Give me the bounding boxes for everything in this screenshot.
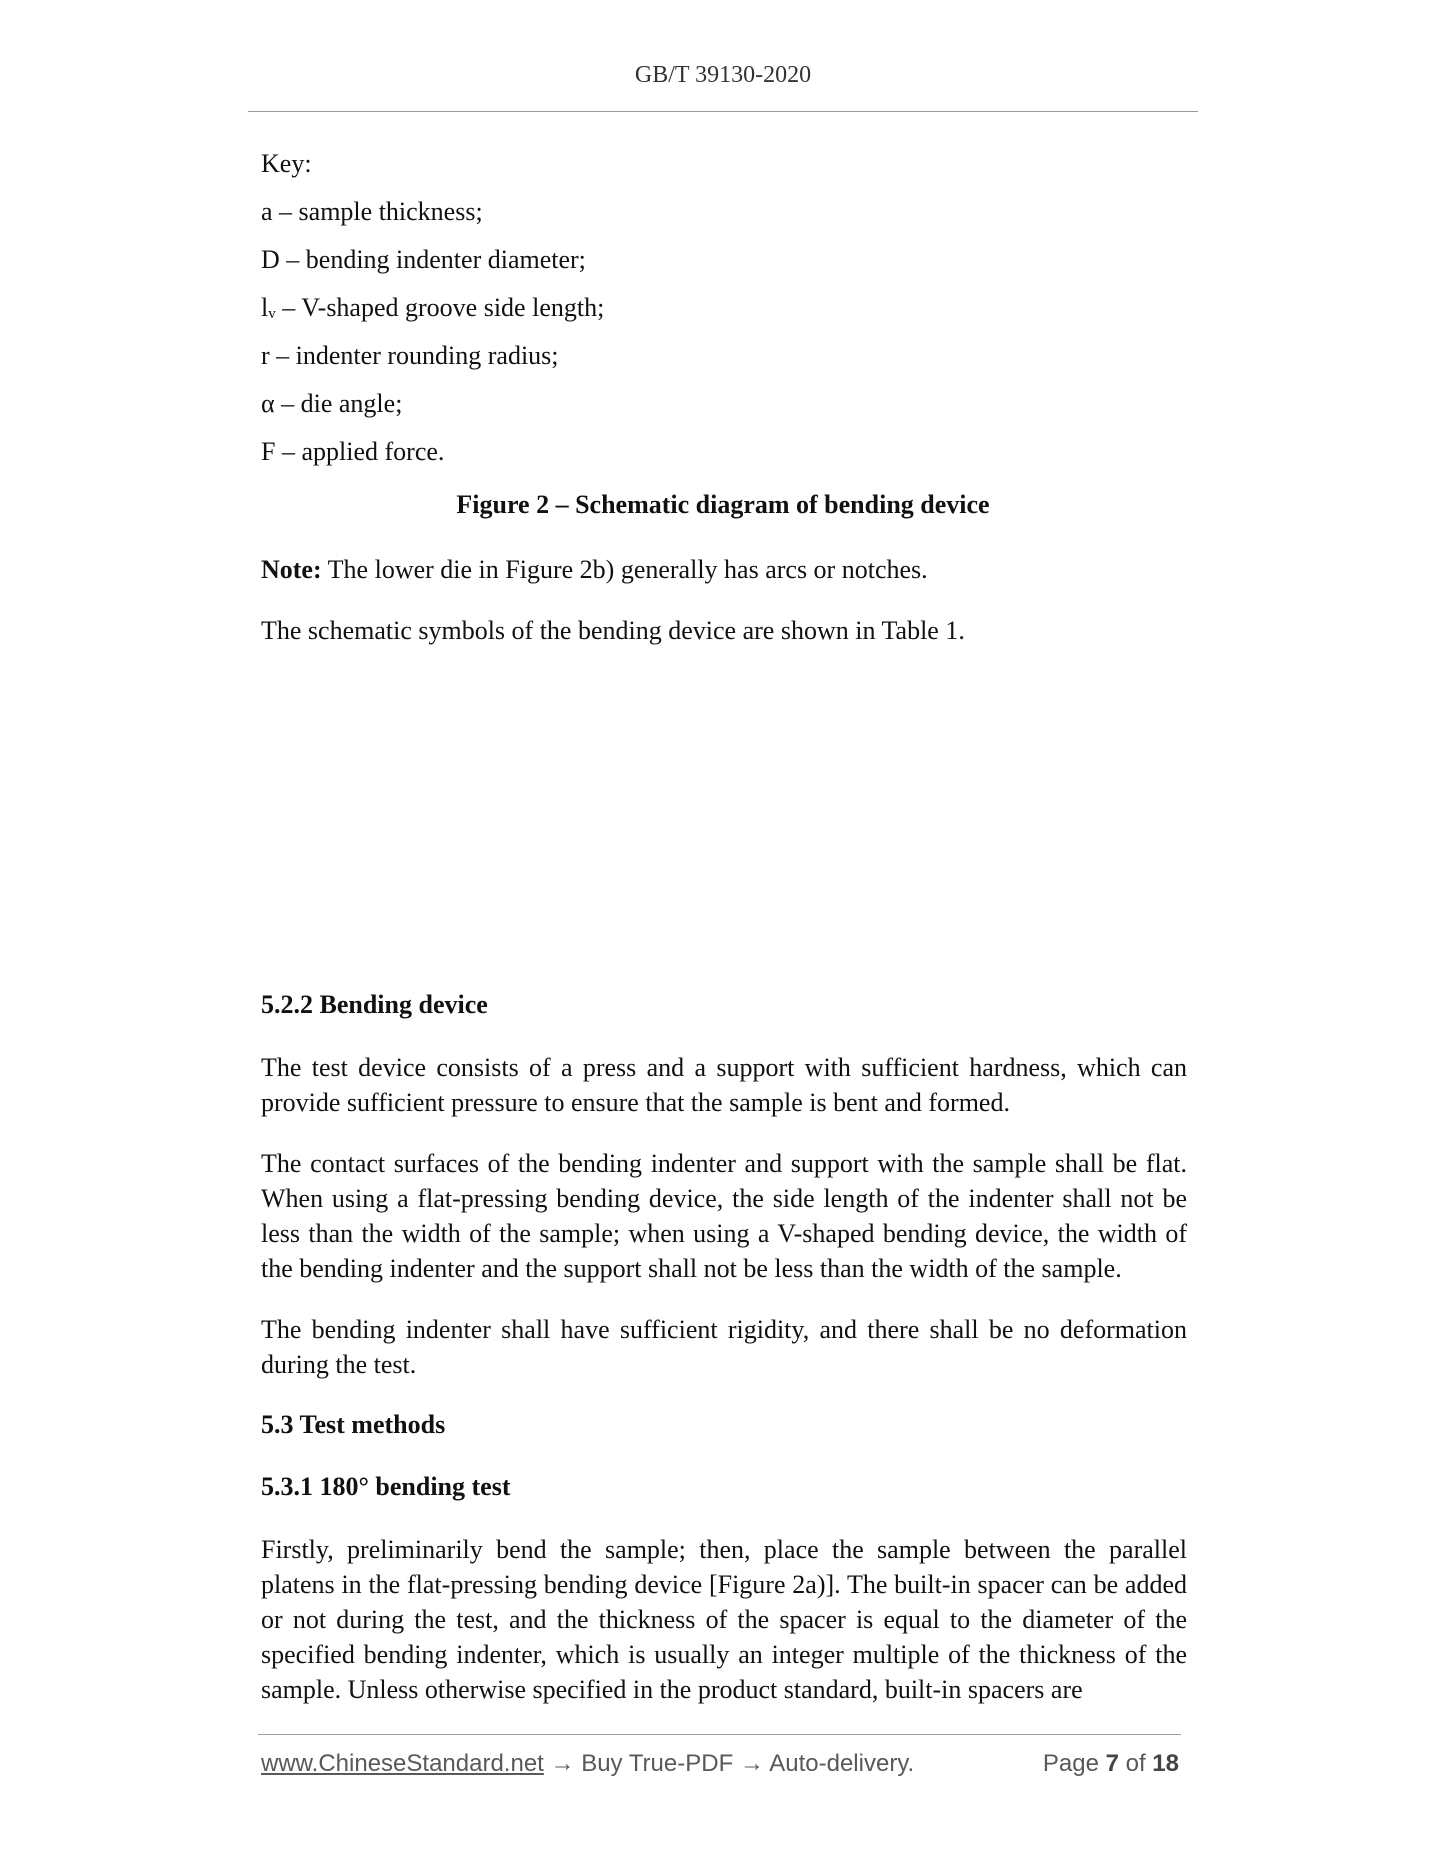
key-item — [261, 188, 604, 236]
document-header: GB/T 39130-2020 — [634, 62, 812, 88]
auto-delivery-text: Auto-delivery. — [769, 1750, 915, 1777]
key-description: – sample thickness; — [272, 197, 483, 226]
key-description: – applied force. — [275, 437, 445, 466]
key-description: – indenter rounding radius; — [269, 341, 559, 370]
paragraph: The bending indenter shall have sufficient rigidity, and there shall be no deformation during the test. — [261, 1315, 1187, 1379]
arrow-icon: → — [733, 1750, 770, 1777]
footer-divider — [258, 1734, 1181, 1735]
note-label: Note: — [261, 555, 322, 584]
key-item — [261, 284, 604, 332]
arrow-icon: → — [543, 1750, 582, 1777]
section-heading-5-3-1: 5.3.1 180° bending test — [261, 1472, 511, 1501]
key-item — [261, 236, 604, 284]
header-divider — [248, 111, 1198, 112]
page-indicator — [1043, 1750, 1179, 1778]
paragraph: The contact surfaces of the bending indenter and support with the sample shall be flat. When using a flat-pressing bending device, the side length of the indenter shall not be less than the width of the sample; when using a V-shaped bending device, the width of the bending indenter and the support shall not be less than the width of the sample. — [261, 1149, 1187, 1283]
key-item — [261, 380, 604, 428]
key-description: – V-shaped groove side length; — [275, 293, 605, 322]
paragraph: Firstly, preliminarily bend the sample; then, place the sample between the parallel platens in the flat-pressing bending device [Figure 2a)]. The built-in spacer can be added or not during the test, and the thickness of the spacer is equal to the diameter of the specified bending indenter, which is usually an integer multiple of the thickness of the sample. Unless otherwise specified in the product standard, built-in spacers are — [261, 1535, 1187, 1704]
key-description: – die angle; — [274, 389, 403, 418]
website-link[interactable]: www.ChineseStandard.net — [261, 1750, 544, 1777]
key-symbol: a — [261, 197, 273, 226]
footer-promo — [261, 1750, 914, 1778]
key-symbol: l — [261, 293, 269, 322]
key-symbol: α — [261, 389, 275, 418]
figure-note — [261, 552, 1187, 587]
page-number: 7 — [1105, 1750, 1119, 1777]
of-label: of — [1118, 1750, 1153, 1777]
key-item — [261, 332, 604, 380]
figure-caption: Figure 2 – Schematic diagram of bending device — [456, 490, 990, 519]
buy-true-pdf-text: Buy True-PDF — [581, 1750, 734, 1777]
page-total: 18 — [1152, 1750, 1179, 1777]
key-description: – bending indenter diameter; — [279, 245, 586, 274]
key-title: Key: — [261, 149, 312, 178]
key-symbol: F — [261, 437, 276, 466]
figure-key — [261, 140, 604, 476]
section-heading-5-2-2: 5.2.2 Bending device — [261, 990, 488, 1019]
paragraph: The test device consists of a press and a support with sufficient hardness, which can provide sufficient pressure to ensure that the sample is bent and formed. — [261, 1053, 1187, 1117]
table-reference: The schematic symbols of the bending device are shown in Table 1. — [261, 616, 965, 645]
section-heading-5-3: 5.3 Test methods — [261, 1410, 446, 1439]
key-symbol: D — [261, 245, 280, 274]
page-label: Page — [1042, 1750, 1106, 1777]
key-subscript: v — [268, 306, 276, 322]
note-text: The lower die in Figure 2b) generally has arcs or notches. — [321, 555, 928, 584]
key-symbol: r — [261, 341, 270, 370]
key-item — [261, 428, 604, 476]
